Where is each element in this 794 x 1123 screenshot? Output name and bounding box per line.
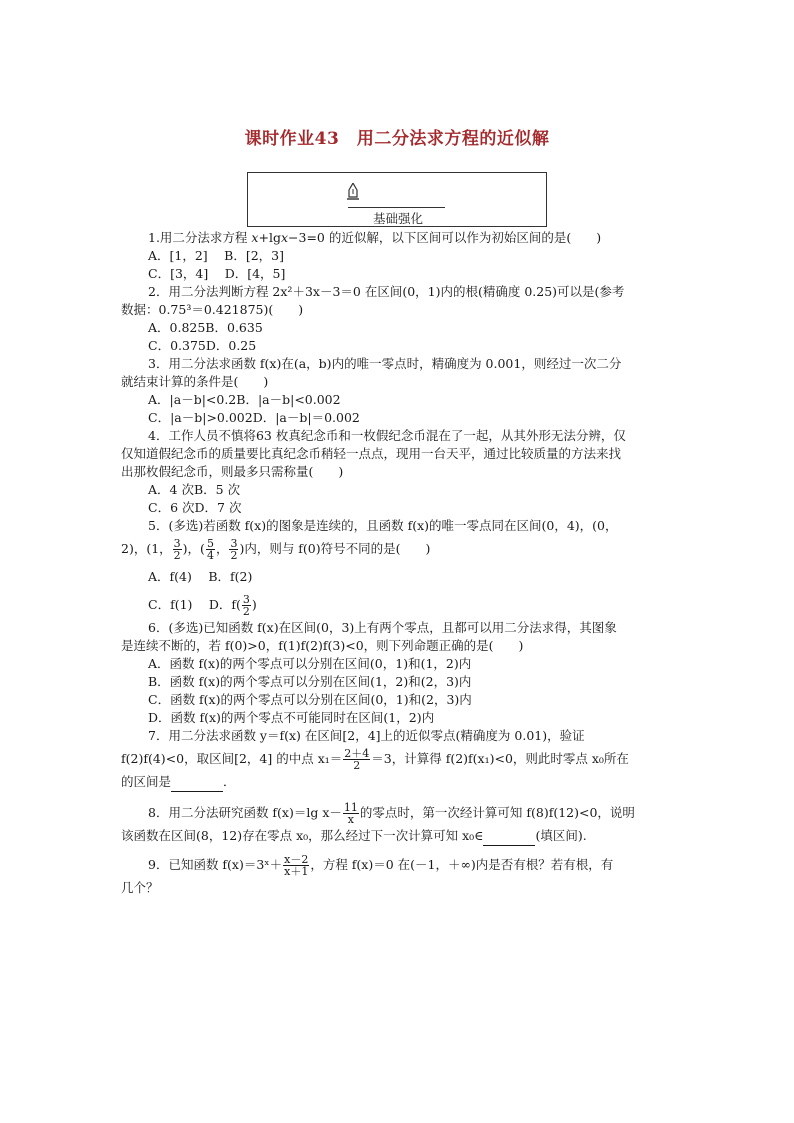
q4-stem-line2: 仅知道假纪念币的质量要比真纪念币稍轻一点点，现用一台天平，通过比较质量的方法来找	[121, 446, 622, 461]
q6-option-d: D．函数 f(x)的两个零点不可能同时在区间(1，2)内	[148, 710, 435, 725]
q7-stem-line1: 7．用二分法求函数 y＝f(x) 在区间[2，4]上的近似零点(精确度为 0.01)，验证	[148, 728, 585, 743]
q1-options-ab: A．[1，2] B．[2，3]	[148, 248, 285, 263]
fraction: $\frac{11}{x}$	[343, 801, 358, 826]
q3-options-ab: A．|a－b|<0.2B．|a－b|<0.002	[148, 392, 341, 407]
q4-options-cd: C．6 次D．7 次	[148, 500, 242, 515]
q4-options-ab: A．4 次B．5 次	[148, 482, 241, 497]
q5-stem-line2: 2)，(1， $\frac{3}{2}$ )，( $\frac{5}{4}$ ， $\frac{3}{2}$ )内，则与 f(0)符号不同的是( )	[121, 537, 431, 562]
q7-stem-line2: f(2)f(4)<0，取区间[2，4] 的中点 x₁＝ $\frac{2+4}{2}$ ＝3，计算得 f(2)f(x₁)<0，则此时零点 x₀所在	[121, 747, 629, 772]
q6-stem-line2: 是连续不断的，若 f(0)>0，f(1)f(2)f(3)<0，则下列命题正确的是( )	[121, 638, 524, 653]
q1-options-cd: C．[3，4] D．[4，5]	[148, 266, 286, 281]
q1-stem: 1.用二分法求方程 x+lgx−3=0 的近似解，以下区间可以作为初始区间的是( )	[148, 230, 602, 245]
pen-nib-icon	[346, 183, 360, 201]
q8-stem-line1: 8．用二分法研究函数 f(x)＝lg x－ $\frac{11}{x}$ 的零点时，第一次经计算可知 f(8)f(12)<0，说明	[148, 801, 635, 826]
q4-stem-line3: 出那枚假纪念币，则最多只需称量( )	[121, 464, 344, 479]
fraction: $\frac{2+4}{2}$	[344, 747, 370, 772]
q9-stem-line1: 9．已知函数 f(x)＝3ˣ＋ $\frac{x-2}{x+1}$ ，方程 f(x)＝0 在(－1，＋∞)内是否有根？若有根，有	[148, 853, 614, 878]
q9-stem-line2: 几个？	[121, 880, 159, 895]
q7-stem-line3: 的区间是 ．	[121, 773, 678, 791]
q3-stem-line1: 3．用二分法求函数 f(x)在(a，b)内的唯一零点时，精确度为 0.001，则经过一次二分	[148, 356, 622, 371]
q6-option-b: B．函数 f(x)的两个零点可以分别在区间(1，2)和(2，3)内	[148, 674, 472, 689]
q6-stem-line1: 6．(多选)已知函数 f(x)在区间(0，3)上有两个零点，且都可以用二分法求得，其图象	[148, 620, 617, 635]
banner-rule	[348, 207, 445, 208]
q5-options-ab: A．f(4) B．f(2)	[148, 569, 253, 584]
answer-blank[interactable]	[171, 773, 223, 792]
fraction: $\frac{x-2}{x+1}$	[284, 853, 309, 878]
answer-blank[interactable]	[483, 827, 535, 846]
fraction: $\frac{5}{4}$	[206, 537, 214, 562]
q6-option-a: A．函数 f(x)的两个零点可以分别在区间(0，1)和(1，2)内	[148, 656, 472, 671]
q2-stem-line1: 2．用二分法判断方程 2x²＋3x－3＝0 在区间(0，1)内的根(精确度 0.25)可以是(参考	[148, 284, 625, 299]
q5-stem-line1: 5．(多选)若函数 f(x)的图象是连续的，且函数 f(x)的唯一零点同在区间(0，4)，(0，	[148, 518, 618, 533]
q8-stem-line2: 该函数在区间(8，12)存在零点 x₀，那么经过下一次计算可知 x₀∈ (填区间).	[121, 827, 678, 845]
q2-options-cd: C．0.375D．0.25	[148, 338, 257, 353]
q6-option-c: C．函数 f(x)的两个零点可以分别在区间(0，1)和(2，3)内	[148, 692, 472, 707]
q4-stem-line1: 4．工作人员不慎将63 枚真纪念币和一枚假纪念币混在了一起，从其外形无法分辨，仅	[148, 428, 626, 443]
q3-options-cd: C．|a－b|>0.002D．|a－b|＝0.002	[148, 410, 360, 425]
q3-stem-line2: 就结束计算的条件是( )	[121, 374, 269, 389]
section-banner	[247, 172, 547, 227]
section-label: 基础强化	[372, 211, 423, 226]
question-list	[121, 229, 678, 897]
q5-options-cd: C．f(1) D．f( $\frac{3}{2}$ )	[148, 593, 257, 618]
fraction: $\frac{3}{2}$	[242, 593, 250, 618]
fraction: $\frac{3}{2}$	[173, 537, 181, 562]
page-title: 课时作业43 用二分法求方程的近似解	[244, 129, 550, 149]
q2-stem-line2: 数据：0.75³＝0.421875)( )	[121, 302, 304, 317]
q2-options-ab: A．0.825B．0.635	[148, 320, 263, 335]
fraction: $\frac{3}{2}$	[230, 537, 238, 562]
